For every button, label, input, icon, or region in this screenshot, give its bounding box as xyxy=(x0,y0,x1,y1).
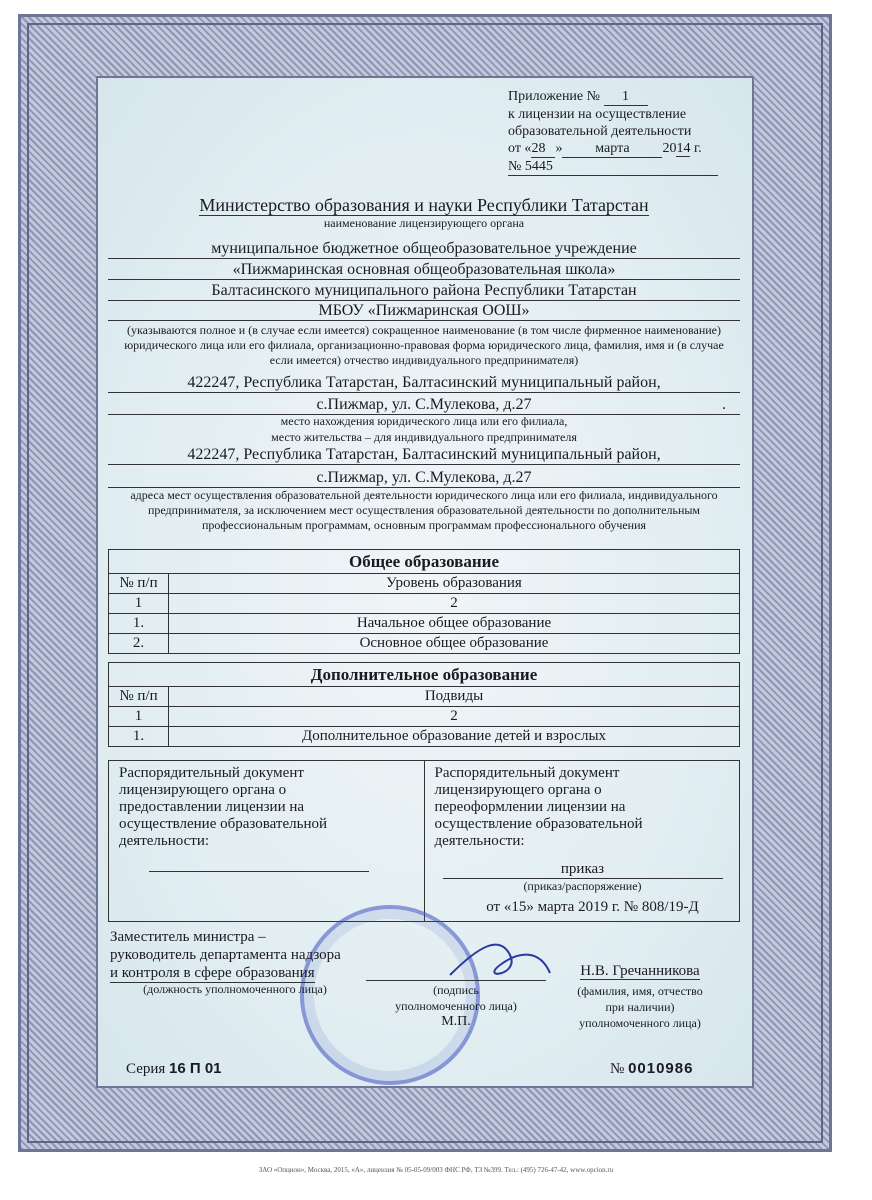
col-header: № п/п xyxy=(109,574,169,594)
activity-address-caption: адреса мест осуществления образовательной деятельности юридического лица или его филиала, индивидуального предпринимателя, за исключением мест осуществления образовательной деятельности по дополнительным профессиональным программам, основным программам профессионального обучения xyxy=(130,488,718,532)
position-line: Заместитель министра – xyxy=(110,929,266,945)
col-header: № п/п xyxy=(109,687,169,707)
table-row xyxy=(109,614,740,634)
num-prefix: № xyxy=(508,159,522,174)
blank-number xyxy=(610,1060,693,1078)
authority-name: Министерство образования и науки Республики Татарстан xyxy=(199,195,649,215)
date-year-prefix: 20 xyxy=(662,141,677,156)
location-line: 422247, Республика Татарстан, Балтасинский муниципальный район, xyxy=(108,374,740,393)
appendix-line2: образовательной деятельности xyxy=(508,124,692,139)
date-month: марта xyxy=(562,140,662,158)
appendix-number: 1 xyxy=(604,88,648,106)
signature-caption xyxy=(366,982,546,1030)
org-caption: (указываются полное и (в случае если имеется) сокращенное наименование (в том числе фирменное наименование) юридического лица или его филиала, организационно-правовая форма юридического лица, фамилия, имя и (в случае если имеется) отчество индивидуального предпринимателя) xyxy=(124,323,724,367)
table-title: Общее образование xyxy=(109,550,740,574)
decision-type: приказ xyxy=(443,861,723,879)
decision-left xyxy=(109,761,425,921)
date-year-suffix: 14 xyxy=(676,141,691,156)
decision-left-blank xyxy=(149,871,369,872)
org-line: муниципальное бюджетное общеобразовательное учреждение xyxy=(108,240,740,259)
decision-type-caption: (приказ/распоряжение) xyxy=(523,879,642,893)
decision-box xyxy=(108,760,740,922)
table-cell: Основное общее образование xyxy=(169,634,740,654)
location-dot: . xyxy=(722,396,726,413)
appendix-label: Приложение № xyxy=(508,89,600,104)
name-caption-line: при наличии) xyxy=(605,1000,675,1014)
seal-place: М.П. xyxy=(441,1014,471,1029)
blank-number-value: 0010986 xyxy=(628,1060,694,1077)
signer-position xyxy=(110,928,341,983)
signature-scribble xyxy=(440,935,560,985)
date-mid: » xyxy=(555,141,563,156)
table-cell: 2. xyxy=(109,634,169,654)
authority-caption: наименование лицензирующего органа xyxy=(323,216,525,230)
additional-education-table xyxy=(108,662,740,747)
position-line: руководитель департамента надзора xyxy=(110,947,341,963)
table-cell: 2 xyxy=(169,707,740,727)
sign-caption: (подпись xyxy=(433,983,479,997)
decision-date: от «15» марта 2019 г. № 808/19-Д xyxy=(486,899,699,915)
signer-name: Н.В. Гречанникова xyxy=(580,963,700,979)
series xyxy=(126,1060,222,1078)
activity-address-line: 422247, Республика Татарстан, Балтасинский муниципальный район, xyxy=(108,446,740,465)
general-education-table xyxy=(108,549,740,654)
date-prefix: от « xyxy=(508,141,532,156)
table-cell: 1 xyxy=(109,594,169,614)
date-year-end: г. xyxy=(693,141,702,156)
table-title: Дополнительное образование xyxy=(109,663,740,687)
decision-right-text: Распорядительный документ лицензирующего органа о переоформлении лицензии на осуществление образовательной деятельности: xyxy=(434,765,643,849)
date-day: 28 xyxy=(531,140,555,158)
col-header: Уровень образования xyxy=(169,574,740,594)
org-line: Балтасинского муниципального района Республики Татарстан xyxy=(108,282,740,301)
position-line: и контроля в сфере образования xyxy=(110,965,315,981)
blank-number-label: № xyxy=(610,1061,625,1077)
position-caption: (должность уполномоченного лица) xyxy=(143,982,327,996)
name-caption-line: уполномоченного лица) xyxy=(579,1016,701,1030)
appendix-line1: к лицензии на осуществление xyxy=(508,107,687,122)
table-cell: Начальное общее образование xyxy=(169,614,740,634)
table-cell: 1. xyxy=(109,727,169,747)
series-value: 16 П 01 xyxy=(169,1060,222,1077)
decision-right xyxy=(425,761,740,921)
series-label: Серия xyxy=(126,1061,166,1077)
org-line: «Пижмаринская основная общеобразовательная школа» xyxy=(108,261,740,280)
name-caption xyxy=(550,983,730,1031)
name-caption-line: (фамилия, имя, отчество xyxy=(577,984,703,998)
col-header: Подвиды xyxy=(169,687,740,707)
table-row xyxy=(109,727,740,747)
org-short-name: МБОУ «Пижмаринская ООШ» xyxy=(108,302,740,321)
decision-left-text: Распорядительный документ лицензирующего органа о предоставлении лицензии на осуществление образовательной деятельности: xyxy=(119,765,327,849)
location-caption: место жительства – для индивидуального предпринимателя xyxy=(271,430,577,444)
sign-caption: уполномоченного лица) xyxy=(395,999,517,1013)
table-cell: 1 xyxy=(109,707,169,727)
table-row xyxy=(109,634,740,654)
activity-address-line: с.Пижмар, ул. С.Мулекова, д.27 xyxy=(108,469,740,488)
signature-line xyxy=(366,980,546,981)
location-line: с.Пижмар, ул. С.Мулекова, д.27 xyxy=(316,396,532,413)
printer-footer: ЗАО «Опцион», Москва, 2015, «А», лицензия № 05-05-09/003 ФНС РФ, ТЗ №399. Тел.: (495) 726-47-42, www.opcion.ru xyxy=(258,1166,614,1174)
table-cell: 1. xyxy=(109,614,169,634)
appendix-block xyxy=(508,88,738,176)
license-number: 5445 xyxy=(524,159,553,174)
table-cell: Дополнительное образование детей и взрослых xyxy=(169,727,740,747)
location-caption: место нахождения юридического лица или его филиала, xyxy=(280,414,568,428)
table-cell: 2 xyxy=(169,594,740,614)
